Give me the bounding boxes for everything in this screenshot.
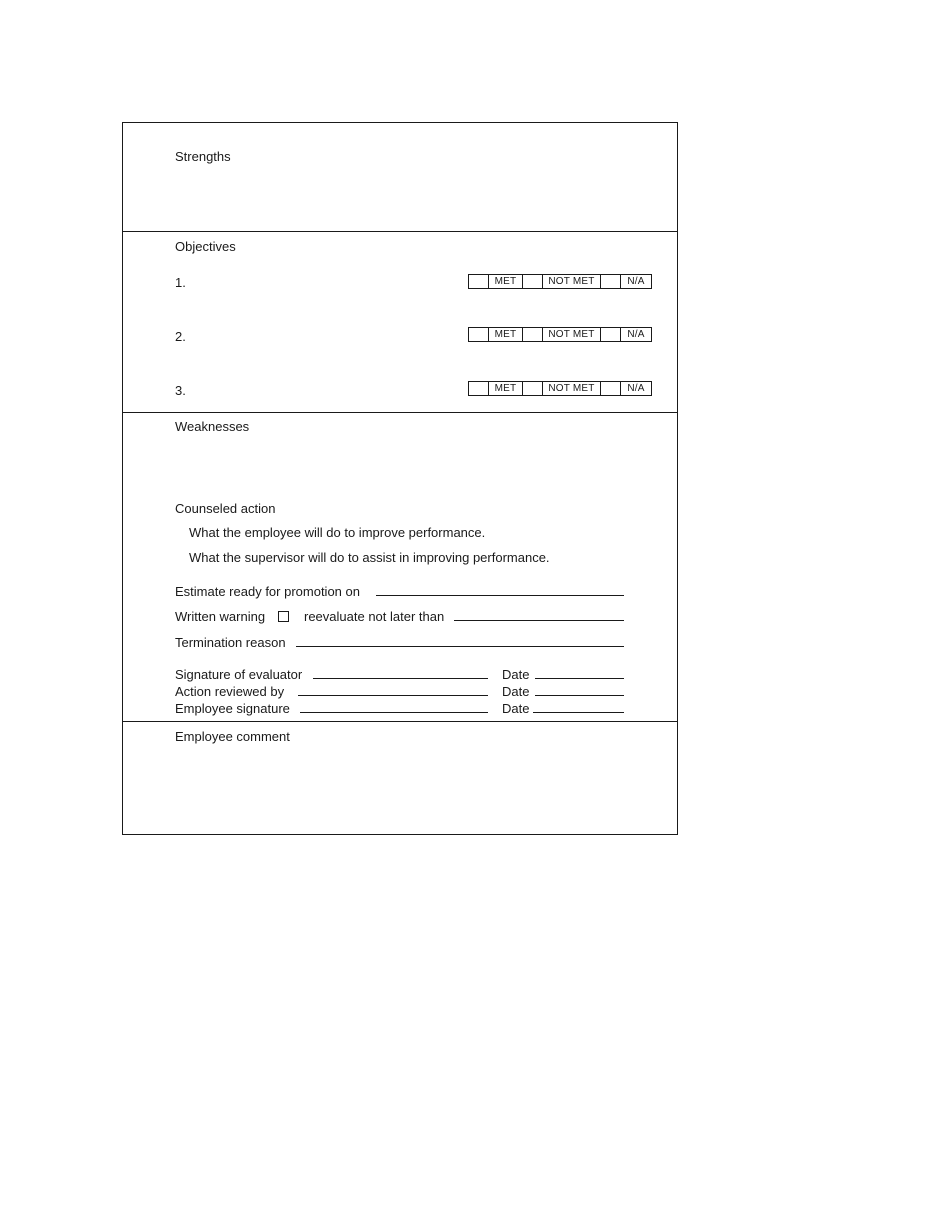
objective-1-not-met-label: NOT MET xyxy=(543,275,601,288)
objective-3-rating-boxes xyxy=(468,381,652,396)
estimate-ready-field[interactable] xyxy=(376,595,624,596)
objective-3-na-label: N/A xyxy=(627,383,645,394)
evaluation-form xyxy=(122,122,678,835)
written-warning-label: Written warning xyxy=(175,609,266,624)
date-label-evaluator: Date xyxy=(502,667,530,682)
estimate-ready-label: Estimate ready for promotion on xyxy=(175,584,360,599)
date-label-reviewed: Date xyxy=(502,684,530,699)
objective-number-3: 3. xyxy=(175,383,186,398)
employee-signature-label: Employee signature xyxy=(175,701,290,716)
objective-3-met-checkbox[interactable] xyxy=(469,382,489,395)
objective-2-not-met-checkbox[interactable] xyxy=(523,328,543,341)
objective-3-not-met-label: NOT MET xyxy=(543,382,601,395)
section-divider-objectives xyxy=(123,412,677,413)
objective-1-met-checkbox[interactable] xyxy=(469,275,489,288)
action-reviewed-field[interactable] xyxy=(298,695,488,696)
date-label-employee: Date xyxy=(502,701,530,716)
objective-1-met-label: MET xyxy=(489,275,523,288)
objective-3-not-met-checkbox[interactable] xyxy=(523,382,543,395)
section-divider-strengths xyxy=(123,231,677,232)
date-evaluator-field[interactable] xyxy=(535,678,624,679)
objective-1-rating-boxes xyxy=(468,274,652,289)
objective-2-na-checkbox[interactable] xyxy=(601,328,621,341)
weaknesses-label: Weaknesses xyxy=(175,419,250,434)
reevaluate-label: reevaluate not later than xyxy=(304,609,445,624)
objective-2-met-checkbox[interactable] xyxy=(469,328,489,341)
objective-1-na-label: N/A xyxy=(627,276,645,287)
objective-1-na-checkbox[interactable] xyxy=(601,275,621,288)
objective-3-met-label: MET xyxy=(489,382,523,395)
signature-evaluator-field[interactable] xyxy=(313,678,488,679)
objective-2-na-label: N/A xyxy=(627,329,645,340)
objective-1-not-met-checkbox[interactable] xyxy=(523,275,543,288)
objective-2-met-label: MET xyxy=(489,328,523,341)
objective-2-rating-boxes xyxy=(468,327,652,342)
written-warning-checkbox[interactable] xyxy=(278,611,289,622)
date-reviewed-field[interactable] xyxy=(535,695,624,696)
employee-signature-field[interactable] xyxy=(300,712,488,713)
objective-3-na-checkbox[interactable] xyxy=(601,382,621,395)
objective-number-2: 2. xyxy=(175,329,186,344)
counseled-action-label: Counseled action xyxy=(175,501,276,516)
reevaluate-date-field[interactable] xyxy=(454,620,624,621)
objectives-label: Objectives xyxy=(175,239,236,254)
strengths-label: Strengths xyxy=(175,149,231,164)
objective-2-not-met-label: NOT MET xyxy=(543,328,601,341)
objective-number-1: 1. xyxy=(175,275,186,290)
employee-comment-label: Employee comment xyxy=(175,729,290,744)
termination-reason-label: Termination reason xyxy=(175,635,286,650)
action-reviewed-label: Action reviewed by xyxy=(175,684,285,699)
counseled-supervisor-line: What the supervisor will do to assist in improving performance. xyxy=(189,550,550,565)
counseled-employee-line: What the employee will do to improve performance. xyxy=(189,525,486,540)
signature-evaluator-label: Signature of evaluator xyxy=(175,667,303,682)
section-divider-weaknesses xyxy=(123,721,677,722)
date-employee-field[interactable] xyxy=(533,712,624,713)
termination-reason-field[interactable] xyxy=(296,646,624,647)
